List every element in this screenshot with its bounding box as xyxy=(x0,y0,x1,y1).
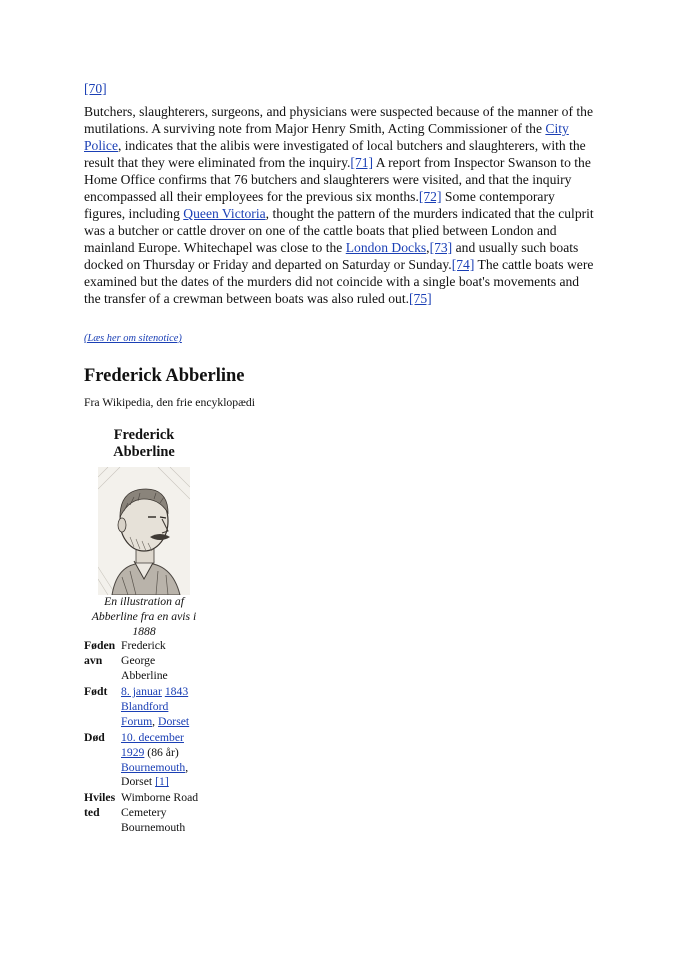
article-subtitle: Fra Wikipedia, den frie encyklopædi xyxy=(84,396,256,409)
paragraph-text: , xyxy=(426,240,430,255)
infobox-value xyxy=(121,731,209,790)
value-line xyxy=(121,715,209,730)
death-date-link[interactable]: 10. december xyxy=(121,731,184,744)
infobox-title-line: Abberline xyxy=(113,444,175,460)
infobox-row-resting-place xyxy=(84,791,208,836)
infobox-row-birth-name xyxy=(84,639,208,684)
paragraph-text: A report from Inspector Swanson to the Home Office confirms that 76 butchers and slaughterers were visited, and that the inquiry encompassed all their employees for the previous six months. xyxy=(84,155,591,204)
reference-70-link[interactable]: [70] xyxy=(84,81,107,96)
comma: , xyxy=(152,714,156,728)
infobox-row-born xyxy=(84,685,208,730)
infobox-value xyxy=(121,791,209,835)
paragraph-text: Some contemporary figures, including xyxy=(84,189,555,221)
reference-75-link[interactable]: [75] xyxy=(409,291,432,306)
label-line: Hviles xyxy=(84,791,116,804)
reference-1-link[interactable]: [1] xyxy=(155,775,169,789)
infobox-row-died xyxy=(84,731,208,791)
label-line: ted xyxy=(84,805,100,819)
value-line: Cemetery xyxy=(121,805,167,819)
portrait-image[interactable] xyxy=(98,467,190,595)
portrait-caption: En illustration af Abberline fra en avis i 1888 xyxy=(91,595,197,638)
comma: , xyxy=(185,760,189,774)
paragraph-text: Butchers, slaughterers, surgeons, and physicians were suspected because of the manner of the mutilations. A surviving note from Major Henry Smith, Acting Commissioner of the xyxy=(84,104,593,136)
value-line xyxy=(121,731,209,746)
value-line xyxy=(121,700,209,715)
infobox-label: Født xyxy=(84,685,108,698)
birth-date-link[interactable]: 8. januar xyxy=(121,685,162,698)
article-title: Frederick Abberline xyxy=(84,366,245,386)
label-line: Føden xyxy=(84,639,116,652)
death-place-link[interactable]: Bournemouth xyxy=(121,760,186,774)
value-line xyxy=(121,775,209,790)
infobox-title xyxy=(84,427,204,461)
value-line xyxy=(121,761,209,776)
value-line: Frederick xyxy=(121,639,166,652)
infobox-label: Død xyxy=(84,731,105,744)
article-paragraph xyxy=(84,103,596,307)
value-line: Bournemouth xyxy=(121,820,186,834)
reference-74-link[interactable]: [74] xyxy=(451,257,475,272)
london-docks-link[interactable]: London Docks xyxy=(345,240,427,255)
paragraph-text: , indicates that the alibis were investigated of local butchers and slaughterers, with the result that they were eliminated from the inquiry. xyxy=(84,138,586,170)
reference-73-link[interactable]: [73] xyxy=(429,240,453,255)
death-year-link[interactable]: 1929 xyxy=(121,745,145,759)
value-line: George xyxy=(121,653,156,667)
sitenotice-link[interactable]: (Læs her om sitenotice) xyxy=(84,333,182,344)
death-age: (86 år) xyxy=(147,745,179,759)
paragraph-text: The cattle boats were examined but the dates of the murders did not coincide with a single boat's movements and the transfer of a crewman between boats was also ruled out. xyxy=(84,257,594,306)
infobox-value xyxy=(121,639,209,683)
paragraph-text: , thought the pattern of the murders indicated that the culprit was a butcher or cattle drover on one of the cattle boats that plied between London and mainland Europe. Whitechapel was close to the xyxy=(84,206,594,255)
city-police-link[interactable]: City Police xyxy=(84,121,569,153)
label-line: avn xyxy=(84,653,103,667)
infobox-value xyxy=(121,685,209,729)
paragraph-text: and usually such boats docked on Thursday or Friday and departed on Saturday or Sunday. xyxy=(84,240,579,272)
birth-year-link[interactable]: 1843 xyxy=(164,685,189,698)
value-line xyxy=(121,685,209,700)
reference-71-link[interactable]: [71] xyxy=(350,155,374,170)
infobox-label xyxy=(84,791,118,821)
infobox-label xyxy=(84,639,118,669)
infobox-title-line: Frederick xyxy=(113,427,175,443)
reference-72-link[interactable]: [72] xyxy=(418,189,442,204)
infobox xyxy=(84,427,204,834)
value-line xyxy=(121,746,209,761)
birth-place-link[interactable]: Forum xyxy=(121,714,153,728)
value-line: Wimborne Road xyxy=(121,791,199,804)
birth-county-link[interactable]: Dorset xyxy=(158,714,190,728)
value-line: Abberline xyxy=(121,668,168,682)
queen-victoria-link[interactable]: Queen Victoria xyxy=(183,206,266,221)
birth-place-link[interactable]: Blandford xyxy=(121,699,169,713)
death-county: Dorset xyxy=(121,775,153,789)
